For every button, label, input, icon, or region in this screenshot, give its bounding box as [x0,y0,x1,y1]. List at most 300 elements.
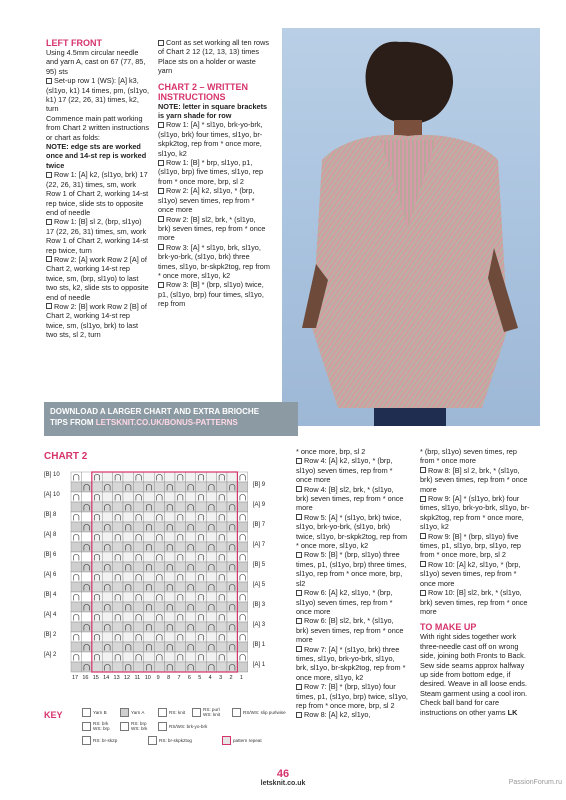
chart-cell [185,542,195,552]
chart-cell [175,532,185,542]
chart-cell [92,582,102,592]
chart-cell [92,482,102,492]
chart-cell [71,552,81,562]
chart-cell [102,482,112,492]
chart-cell [113,572,123,582]
chart-cell [113,652,123,662]
chart-cell [175,662,185,672]
chart-cell [217,502,227,512]
chart-cell [165,492,175,502]
chart-cell [237,572,247,582]
chart-cell [185,582,195,592]
chart-cell [81,652,91,662]
chart-cell [71,602,81,612]
row-label-right: [B] 7 [252,522,266,528]
model-illustration [282,28,540,426]
chart-cell [165,612,175,622]
chart-cell [102,532,112,542]
chart-cell [81,622,91,632]
chart-cell [196,522,206,532]
chart-cell [185,562,195,572]
chart-cell [123,532,133,542]
chart-cell [237,482,247,492]
chart-cell [144,572,154,582]
chart-cell [81,562,91,572]
chart-cell [154,472,164,482]
chart-cell [81,642,91,652]
row-label-right: [B] 3 [252,602,266,608]
chart-cell [102,642,112,652]
chart-cell [81,632,91,642]
chart-cell [175,492,185,502]
column-label: 4 [208,675,212,681]
chart-cell [206,622,216,632]
chart-cell [102,662,112,672]
chart-cell [123,502,133,512]
chart-cell [102,592,112,602]
chart-cell [165,472,175,482]
chart-cell [185,532,195,542]
chart-cell [196,492,206,502]
chart-cell [227,562,237,572]
chart-cell [71,612,81,622]
chart-cell [81,482,91,492]
chart-cell [217,572,227,582]
left-front-setup: Set-up row 1 (WS): [A] k3, (sl1yo, k1) 14 times, pm, (sl1yo, k1) 17 (22, 26, 31) times, k2, turn [46,76,149,114]
chart-cell [133,622,143,632]
chart-written-note: NOTE: letter in square brackets is yarn shade for row [158,101,268,121]
chart-cell [71,502,81,512]
chart-cell [217,652,227,662]
chart-cell [102,562,112,572]
chart-cell [165,642,175,652]
chart-cell [185,642,195,652]
chart-cell [165,602,175,612]
chart-cell [71,522,81,532]
chart-cell [175,622,185,632]
chart-cell [133,542,143,552]
chart-cell [227,572,237,582]
chart-cell [92,662,102,672]
chart-cell [123,512,133,522]
chart-cell [227,502,237,512]
chart-cell [133,612,143,622]
chart-cell [175,572,185,582]
chart-row: Row 2: [B] sl2, brk, * (sl1yo, brk) seven times, rep from * once more [158,214,266,243]
chart-cell [113,592,123,602]
chart-cell [217,632,227,642]
chart-cell [237,512,247,522]
yarn-a-swatch [120,708,129,717]
chart-cell [185,612,195,622]
chart-cell [175,512,185,522]
chart-cell [175,582,185,592]
chart-cell [144,542,154,552]
chart-cell [206,572,216,582]
chart-cell [154,552,164,562]
row-label-right: [B] 1 [252,642,266,648]
chart-cell [185,472,195,482]
chart-cell [196,632,206,642]
chart-cell [123,492,133,502]
chart-cell [196,542,206,552]
chart-cell [133,472,143,482]
column-label: 17 [71,675,79,681]
chart-cell [165,482,175,492]
chart-row: Row 1: [B] * brp, sl1yo, p1, (sl1yo, brp) five times, sl1yo, rep from * once more, brp, sl 2 [158,158,264,186]
chart-cell [113,662,123,672]
chart-cell [154,502,164,512]
purl-symbol [192,708,201,717]
key-item: RS: br-skpk2tog [159,738,192,743]
chart-cell [133,512,143,522]
column-label: 7 [177,675,181,681]
row-label-left: [B] 6 [44,552,57,558]
chart-cell [217,562,227,572]
chart-cell [217,592,227,602]
chart-cell [113,472,123,482]
chart-cell [227,602,237,612]
chart-cell [196,582,206,592]
chart-cell [71,622,81,632]
chart-cell [237,622,247,632]
chart-cell [217,472,227,482]
left-front-intro: Using 4.5mm circular needle and yarn A, cast on 67 (77, 85, 95) sts [46,48,146,76]
chart-cell [71,492,81,502]
chart-cell [237,552,247,562]
watermark: PassionForum.ru [508,779,562,786]
chart-cell [133,502,143,512]
chart-cell [237,582,247,592]
chart-cell [165,532,175,542]
chart-cell [133,572,143,582]
chart-cell [133,522,143,532]
chart-row: Row 7: [B] * (brp, sl1yo) four times, p1, (sl1yo, brp) twice, sl1yo, rep from * once more, brp, sl 2 [296,682,408,710]
chart-cell [206,482,216,492]
chart-cell [217,642,227,652]
chart-cell [81,502,91,512]
chart-cell [227,472,237,482]
chart-cell [154,582,164,592]
chart-row: Row 3: [B] * (brp, sl1yo) twice, p1, (sl1yo, brp) four times, sl1yo, rep from [158,280,264,309]
chart-cell [227,582,237,592]
key-title: KEY [44,710,63,720]
chart-cell [144,612,154,622]
row-label-left: [B] 8 [44,512,57,518]
chart-cell [196,622,206,632]
chart-cell [217,482,227,492]
row-label-left: [B] 10 [44,472,60,478]
chart-row: Row 6: [A] k2, sl1yo, * (brp, sl1yo) seven times, rep from * once more [296,588,393,616]
chart-cell [206,512,216,522]
chart-cell [217,662,227,672]
chart-cell [175,562,185,572]
left-front-cont: Cont as set working all ten rows of Chart 2 12 (12, 13, 13) times [158,38,270,57]
chart-cell [102,472,112,482]
chart-cell [227,662,237,672]
chart-cell [81,592,91,602]
chart-cell [92,632,102,642]
chart-cell [154,532,164,542]
chart-cell [92,602,102,612]
chart-cell [206,542,216,552]
chart-cell [227,542,237,552]
knit-symbol [158,708,167,717]
chart-cell [196,472,206,482]
slip-symbol [232,708,241,717]
chart-cell [206,642,216,652]
chart-cell [102,632,112,642]
left-front-place: Place sts on a holder or waste yarn [158,56,256,76]
key-item: pattern repeat [233,738,262,743]
chart-cell [196,652,206,662]
chart-cell [133,652,143,662]
chart-cell [154,522,164,532]
chart-cell [196,592,206,602]
key-item: Yarn A [131,710,145,715]
chart-cell [196,482,206,492]
chart-cell [206,492,216,502]
chart-cell [81,582,91,592]
page-footer [0,768,566,787]
chart-cell [123,542,133,552]
chart-cell [102,522,112,532]
chart-row: Row 5: [A] * (sl1yo, brk) twice, sl1yo, brk-yo-brk, (sl1yo, brk) twice, sl1yo, br-skpk2tog, rep from * once more, sl1yo, k2 [296,512,408,551]
model-photo [282,28,540,426]
chart-row: Row 8: [A] k2, sl1yo, [296,710,408,719]
chart-cell [144,512,154,522]
banner-link[interactable]: LETSKNIT.CO.UK/BONUS-PATTERNS [95,418,238,427]
chart-cell [237,562,247,572]
chart-cell [81,512,91,522]
chart-cell [237,632,247,642]
chart-cell [217,492,227,502]
key-item: RS/WS: slip purlwise [243,710,286,715]
chart-cell [92,572,102,582]
chart-cell [175,602,185,612]
chart-cell [175,522,185,532]
chart-cell [206,632,216,642]
banner-line-1: DOWNLOAD A LARGER CHART AND EXTRA BRIOCHE [50,407,260,416]
make-up-text: With right sides together work three-needle cast off on wrong side, joining both Fronts to Back. Sew side seams approx halfway up side from bottom edge, if desired. Weave in all loose ends. Steam garment using a cool iron. Check ball band for care instructions on other yarns LK [420,632,528,717]
chart-cell [185,632,195,642]
chart-cell [217,602,227,612]
chart-cell [113,522,123,532]
chart-cell [217,532,227,542]
column-label: 16 [82,675,89,681]
chart-row: Row 5: [B] * (brp, sl1yo) three times, p1, (sl1yo, brp) three times, sl1yo, rep from * once more, brp, sl2 [296,550,407,588]
chart-row: Row 1: [A] * sl1yo, brk-yo-brk, (sl1yo, brk) four times, sl1yo, br-skpk2tog, rep from * once more, sl1yo, k2 [158,120,263,158]
chart-cell [71,582,81,592]
chart-cell [71,472,81,482]
key-item: RS: brp WS: brk [131,721,148,731]
chart-cell [206,662,216,672]
chart-cell [113,492,123,502]
chart-cell [81,522,91,532]
chart-cell [196,572,206,582]
chart-cell [113,502,123,512]
row-label-right: [B] 9 [252,482,266,488]
chart-cell [185,652,195,662]
chart-cell [196,532,206,542]
chart-cell [206,532,216,542]
chart-cell [196,662,206,672]
chart-cell [165,552,175,562]
row-label-left: [A] 4 [44,612,57,618]
chart-cell [165,562,175,572]
chart-cell [165,662,175,672]
chart-cell [217,512,227,522]
row-label-left: [A] 10 [44,492,60,498]
row-label-left: [B] 2 [44,632,57,638]
chart-row: Row 4: [A] k2, sl1yo, * (brp, sl1yo) seven times, rep from * once more [296,456,393,485]
chart-cell [185,592,195,602]
site-url[interactable]: letsknit.co.uk [260,780,306,787]
page-number: 46 [276,768,290,780]
chart-cell [237,642,247,652]
chart-cell [227,592,237,602]
chart-cell [185,572,195,582]
chart-cell [92,502,102,512]
chart-cell [185,602,195,612]
chart-cell [175,472,185,482]
chart-cell [71,642,81,652]
chart-cell [175,592,185,602]
banner-line-2: TIPS FROM LETSKNIT.CO.UK/BONUS-PATTERNS [50,418,238,427]
chart-cell [227,652,237,662]
chart-cell [144,582,154,592]
chart-cell [185,512,195,522]
chart-cell [185,552,195,562]
chart-cell [206,602,216,612]
row-label-left: [A] 8 [44,532,57,538]
chart-cell [92,552,102,562]
chart-cell [165,632,175,642]
chart-cell [71,532,81,542]
chart-cell [144,632,154,642]
chart-cell [175,652,185,662]
chart-cell [81,552,91,562]
chart-cell [71,512,81,522]
chart-cell [237,542,247,552]
chart-row: Row 8: [B] sl 2, brk, * (sl1yo, brk) seven times, rep from * once more [420,465,528,494]
chart-cell [185,662,195,672]
chart-cell [144,562,154,572]
chart-cell [71,542,81,552]
chart-cell [227,632,237,642]
chart-cell [133,482,143,492]
chart-cell [175,612,185,622]
chart-cell [144,522,154,532]
chart-cell [217,552,227,562]
chart-cell [71,592,81,602]
chart-row: Row 9: [B] * (brp, sl1yo) five times, p1, sl1yo, brp, sl1yo, rep from * once more, brp, sl 2 [420,531,521,560]
chart-cell [133,532,143,542]
chart-cell [92,642,102,652]
chart-row: Row 3: [A] * sl1yo, brk, sl1yo, brk-yo-brk, (sl1yo, brk) three times, sl1yo, br-skpk2tog, rep from * once more, sl1yo, k2 [158,242,270,280]
chart-cell [227,532,237,542]
chart-cell [71,572,81,582]
chart-cell [196,512,206,522]
chart-cell [144,662,154,672]
chart-cell [102,572,112,582]
chart-cell [175,542,185,552]
column-label: 15 [92,675,99,681]
chart-cell [113,622,123,632]
column-label: 5 [198,675,202,681]
chart-cell [175,482,185,492]
chart-cell [217,622,227,632]
chart-row: Row 10: [A] k2, sl1yo, * (brp, sl1yo) seven times, rep from * once more [420,559,521,588]
chart-cell [144,502,154,512]
chart-cell [123,612,133,622]
chart-cell [237,612,247,622]
chart-cell [113,602,123,612]
chart-cell [165,522,175,532]
chart-row: * once more, brp, sl 2 [296,447,366,456]
chart-cell [133,632,143,642]
chart-cell [102,492,112,502]
chart-cell [206,562,216,572]
chart-cell [133,662,143,672]
chart-cell [123,642,133,652]
chart-cell [185,522,195,532]
chart-cell [165,502,175,512]
chart-key [44,706,294,750]
chart-cell [154,642,164,652]
yarn-b-swatch [82,708,91,717]
chart-cell [133,642,143,652]
chart-cell [196,552,206,562]
chart-cell [154,602,164,612]
chart-cell [123,552,133,562]
chart-cell [154,652,164,662]
row-label-left: [B] 4 [44,592,57,598]
chart-cell [175,632,185,642]
chart-row: Row 4: [B] sl2, brk, * (sl1yo, brk) seven times, rep from * once more [296,484,404,513]
chart-cell [206,472,216,482]
chart-cell [227,482,237,492]
chart-cell [206,612,216,622]
chart-cell [123,472,133,482]
chart-cell [175,502,185,512]
chart-cell [227,552,237,562]
left-front-note: NOTE: edge sts are worked once and 14-st rep is worked twice [46,142,147,170]
chart-cell [92,472,102,482]
chart-cell [81,662,91,672]
chart-cell [165,582,175,592]
column-label: 8 [167,675,171,681]
chart-cell [196,602,206,612]
chart-cell [154,482,164,492]
chart-cell [154,562,164,572]
chart-cell [71,662,81,672]
chart-cell [165,622,175,632]
br-sk2p-symbol [82,736,91,745]
chart-cell [113,582,123,592]
chart-row: Row 10: [B] sl2, brk, * (sl1yo, brk) seven times, rep from * once more [420,588,528,616]
chart-cell [92,622,102,632]
chart-cell [123,562,133,572]
row-label-left: [A] 2 [44,652,57,658]
chart-cell [102,652,112,662]
column-label: 9 [156,675,160,681]
chart-cell [196,562,206,572]
chart-cell [102,502,112,512]
chart-cell [81,532,91,542]
chart-cell [133,552,143,562]
chart-cell [217,582,227,592]
